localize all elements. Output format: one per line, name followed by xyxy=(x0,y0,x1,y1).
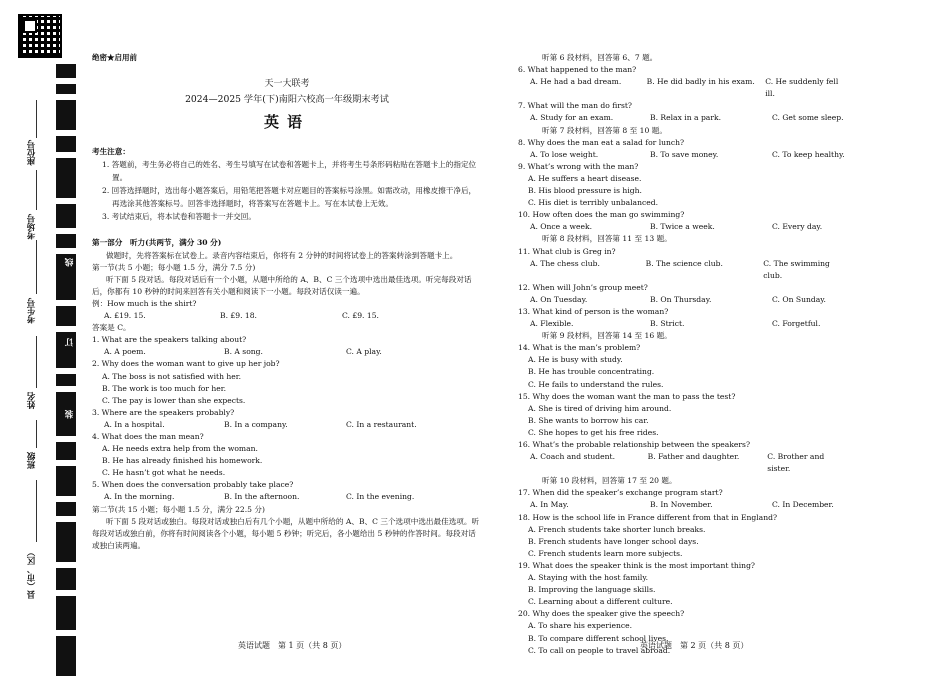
option: C. The swimming club. xyxy=(763,258,830,280)
question-stem: 15. Why does the woman want the man to pass the test? xyxy=(518,391,736,401)
question-stem: 7. What will the man do first? xyxy=(518,101,632,111)
option: B. Strict. xyxy=(650,319,685,329)
question-stem: 14. What is the man’s problem? xyxy=(518,343,641,353)
option: A. He needs extra help from the woman. xyxy=(102,444,258,454)
fill-line xyxy=(36,240,37,294)
option: B. Relax in a park. xyxy=(650,113,721,123)
option-row xyxy=(92,419,482,431)
option: A. In the morning. xyxy=(104,492,175,502)
binding-stripe xyxy=(56,374,76,386)
option: C. Get some sleep. xyxy=(772,113,844,123)
binding-stripe xyxy=(56,234,76,248)
option-row xyxy=(518,76,848,100)
option: B. She wants to borrow his car. xyxy=(528,415,649,425)
option: C. He fails to understand the rules. xyxy=(528,379,664,389)
binding-stripe xyxy=(56,568,76,590)
binding-stripe xyxy=(56,204,76,228)
exam-room-label: 考场号 xyxy=(27,214,37,240)
cut-mark-line: 线 xyxy=(65,258,75,267)
question-stem: 2. Why does the woman want to give up her job? xyxy=(92,359,280,369)
note-item: 3. 考试结束后，将本试卷和答题卡一并交回。 xyxy=(102,212,256,222)
binding-stripe xyxy=(56,306,76,326)
binding-stripe xyxy=(56,84,76,94)
option: B. Twice a week. xyxy=(650,222,715,232)
option: A. He is busy with study. xyxy=(528,355,623,365)
question-stem: 17. When did the speaker’s exchange program start? xyxy=(518,488,723,498)
question-stem: 18. How is the school life in France different from that in England? xyxy=(518,512,778,522)
exam-title: 2024—2025 学年(下)南阳六校高一年级期末考试 xyxy=(185,94,389,106)
option-row xyxy=(518,451,848,475)
section1-heading: 第一节(共 5 小题；每小题 1.5 分，满分 7.5 分) xyxy=(92,262,256,272)
option-row xyxy=(518,258,848,282)
option: B. French students have longer school days. xyxy=(528,536,699,546)
material-instruction: 听第 7 段材料，回答第 8 至 10 题。 xyxy=(542,125,667,135)
material-instruction: 听第 6 段材料，回答第 6、7 题。 xyxy=(542,53,658,62)
option: B. He has already finished his homework. xyxy=(102,456,263,466)
candidate-number-label: 考生号 xyxy=(27,298,37,324)
page-footer-2: 英语试题 第 2 页（共 8 页） xyxy=(640,641,749,650)
cut-mark-bind: 订 xyxy=(65,338,75,347)
option: B. Father and daughter. xyxy=(647,452,740,462)
subject-title: 英语 xyxy=(263,113,310,132)
option: C. Every day. xyxy=(772,222,823,232)
binding-stripe xyxy=(56,466,76,496)
option: A. To share his experience. xyxy=(528,621,632,631)
fill-line xyxy=(36,480,37,542)
binding-stripe xyxy=(56,136,76,152)
binding-margin xyxy=(0,0,80,688)
option: C. In the evening. xyxy=(346,492,415,502)
seat-number-label: 座位号 xyxy=(27,140,37,166)
question-stem: 9. What’s wrong with the man? xyxy=(518,161,639,171)
fill-line xyxy=(36,336,37,388)
option: B. He did badly in his exam. xyxy=(646,77,755,87)
option: B. The science club. xyxy=(645,258,723,268)
question-stem: 8. Why does the man eat a salad for lunch? xyxy=(518,137,685,147)
exam-union-title: 天一大联考 xyxy=(264,79,310,90)
name-label: 姓名 xyxy=(27,392,37,409)
binding-stripe xyxy=(56,64,76,78)
option-row xyxy=(518,318,848,330)
option: A. On Tuesday. xyxy=(530,294,588,304)
option: B. Improving the language skills. xyxy=(528,585,656,595)
binding-stripe xyxy=(56,442,76,460)
option: C. He hasn’t got what he needs. xyxy=(102,468,226,478)
option: B. In a company. xyxy=(224,419,288,429)
option: C. She hopes to get his free rides. xyxy=(528,427,659,437)
part1-heading: 第一部分 听力(共两节，满分 30 分) xyxy=(92,238,222,248)
section2-heading: 第二节(共 15 小题；每小题 1.5 分，满分 22.5 分) xyxy=(92,504,265,514)
question-stem: 13. What kind of person is the woman? xyxy=(518,306,669,316)
option: B. In the afternoon. xyxy=(224,492,300,502)
option: A. Coach and student. xyxy=(530,452,616,462)
page-2-column xyxy=(518,52,848,657)
fill-line xyxy=(36,170,37,210)
option: C. He suddenly fell ill. xyxy=(765,77,839,99)
question-stem: 20. Why does the speaker give the speech? xyxy=(518,609,685,619)
option: A. The chess club. xyxy=(530,258,600,268)
notes-heading: 考生注意： xyxy=(92,147,130,157)
option: A. Study for an exam. xyxy=(530,113,614,123)
option: B. To compare different school lives. xyxy=(528,633,669,643)
option: A. £19. 15. xyxy=(104,311,146,321)
question-stem: 19. What does the speaker think is the most important thing? xyxy=(518,560,756,570)
option: C. £9. 15. xyxy=(342,311,379,321)
option: B. On Thursday. xyxy=(650,294,712,304)
option: C. Learning about a different culture. xyxy=(528,597,673,607)
option: C. Brother and sister. xyxy=(767,452,825,474)
option: B. His blood pressure is high. xyxy=(528,186,642,196)
option: B. He has trouble concentrating. xyxy=(528,367,655,377)
option: C. On Sunday. xyxy=(772,294,826,304)
option: A. Flexible. xyxy=(530,319,574,329)
question-stem: 6. What happened to the man? xyxy=(518,65,637,75)
option: B. A song. xyxy=(224,347,263,357)
county-label: 县（市、区） xyxy=(27,548,37,599)
option: A. Staying with the host family. xyxy=(528,573,649,583)
fill-line xyxy=(36,420,37,448)
option-row xyxy=(92,346,482,358)
example-options xyxy=(92,310,482,322)
option: A. The boss is not satisfied with her. xyxy=(102,371,241,381)
binding-stripe xyxy=(56,522,76,562)
example-question: 例：How much is the shirt? xyxy=(92,298,197,308)
binding-stripe xyxy=(56,596,76,630)
option: A. To lose weight. xyxy=(530,149,599,159)
question-stem: 10. How often does the man go swimming? xyxy=(518,210,685,220)
binding-stripe xyxy=(56,100,76,130)
option: C. In a restaurant. xyxy=(346,419,417,429)
option: A. In May. xyxy=(530,500,569,510)
question-stem: 4. What does the man mean? xyxy=(92,431,204,441)
option-row xyxy=(92,491,482,503)
option-row xyxy=(518,221,848,233)
material-instruction: 听第 8 段材料，回答第 11 至 13 题。 xyxy=(542,234,672,244)
option: C. In December. xyxy=(772,500,834,510)
option: A. He suffers a heart disease. xyxy=(528,173,642,183)
cut-mark-install: 装 xyxy=(65,410,75,419)
option: B. The work is too much for her. xyxy=(102,383,227,393)
option: A. She is tired of driving him around. xyxy=(528,403,672,413)
class-label: 班级 xyxy=(27,452,37,469)
option: A. He had a bad dream. xyxy=(530,77,622,87)
page-1-column xyxy=(92,52,482,552)
option: A. In a hospital. xyxy=(104,419,165,429)
option-row xyxy=(518,499,848,511)
option: A. A poem. xyxy=(104,347,146,357)
material-instruction: 听第 10 段材料，回答第 17 至 20 题。 xyxy=(542,476,677,486)
fill-line xyxy=(36,100,37,138)
option: A. Once a week. xyxy=(530,222,593,232)
question-stem: 11. What club is Greg in? xyxy=(518,246,616,256)
option-row xyxy=(518,149,848,161)
note-item: 2. 回答选择题时，选出每小题答案后，用铅笔把答题卡对应题目的答案标号涂黑。如需改动，用橡皮擦干净后，再选涂其他答案标号。回答非选择题时，将答案写在答题卡上。写在本试卷上无效。 xyxy=(102,186,477,209)
question-stem: 12. When will John’s group meet? xyxy=(518,282,648,292)
example-answer: 答案是 C。 xyxy=(92,323,131,333)
section2-intro: 听下面 5 段对话或独白。每段对话或独白后有几个小题，从题中所给的 A、B、C 三个选项中选出最佳选项。听每段对话或独白前，你将有时间阅读各个小题，每小题 5 秒钟；听完后，各小题给出 5 秒钟的作答时间。每段对话或独白读两遍。 xyxy=(92,516,480,550)
section1-intro: 听下面 5 段对话。每段对话后有一个小题，从题中所给的 A、B、C 三个选项中选出最佳选项。听完每段对话后，你都有 10 秒钟的时间来回答有关小题和阅读下一小题。每段对话仅读一遍。 xyxy=(92,274,472,296)
binding-stripe xyxy=(56,636,76,676)
binding-stripe xyxy=(56,158,76,198)
option-row xyxy=(518,294,848,306)
question-stem: 16. What’s the probable relationship between the speakers? xyxy=(518,440,751,449)
option: C. Forgetful. xyxy=(772,319,821,329)
binding-stripe xyxy=(56,502,76,516)
option: B. In November. xyxy=(650,500,713,510)
secret-mark: 绝密★启用前 xyxy=(92,53,137,62)
question-stem: 5. When does the conversation probably take place? xyxy=(92,480,294,490)
option: B. To save money. xyxy=(650,149,719,159)
question-stem: 1. What are the speakers talking about? xyxy=(92,335,247,345)
option: C. To keep healthy. xyxy=(772,149,845,159)
option: C. A play. xyxy=(346,347,382,357)
option: C. To call on people to travel abroad. xyxy=(528,645,671,655)
question-stem: 3. Where are the speakers probably? xyxy=(92,407,235,417)
option: B. £9. 18. xyxy=(220,311,257,321)
page-footer-1: 英语试题 第 1 页（共 8 页） xyxy=(238,641,347,650)
material-instruction: 听第 9 段材料，回答第 14 至 16 题。 xyxy=(542,331,672,341)
option: C. The pay is lower than she expects. xyxy=(102,395,246,405)
option: C. French students learn more subjects. xyxy=(528,548,683,558)
option: A. French students take shorter lunch breaks. xyxy=(528,524,706,534)
section1-questions xyxy=(92,334,482,503)
option: C. His diet is terribly unbalanced. xyxy=(528,198,658,208)
part1-intro: 做题时，先将答案标在试卷上。录音内容结束后，你将有 2 分钟的时间将试卷上的答案转涂到答题卡上。 xyxy=(106,250,458,260)
option-row xyxy=(518,112,848,124)
qr-code xyxy=(18,14,62,58)
note-item: 1. 答题前，考生务必将自己的姓名、考生号填写在试卷和答题卡上，并将考生号条形码粘贴在答题卡上的指定位置。 xyxy=(102,160,477,183)
